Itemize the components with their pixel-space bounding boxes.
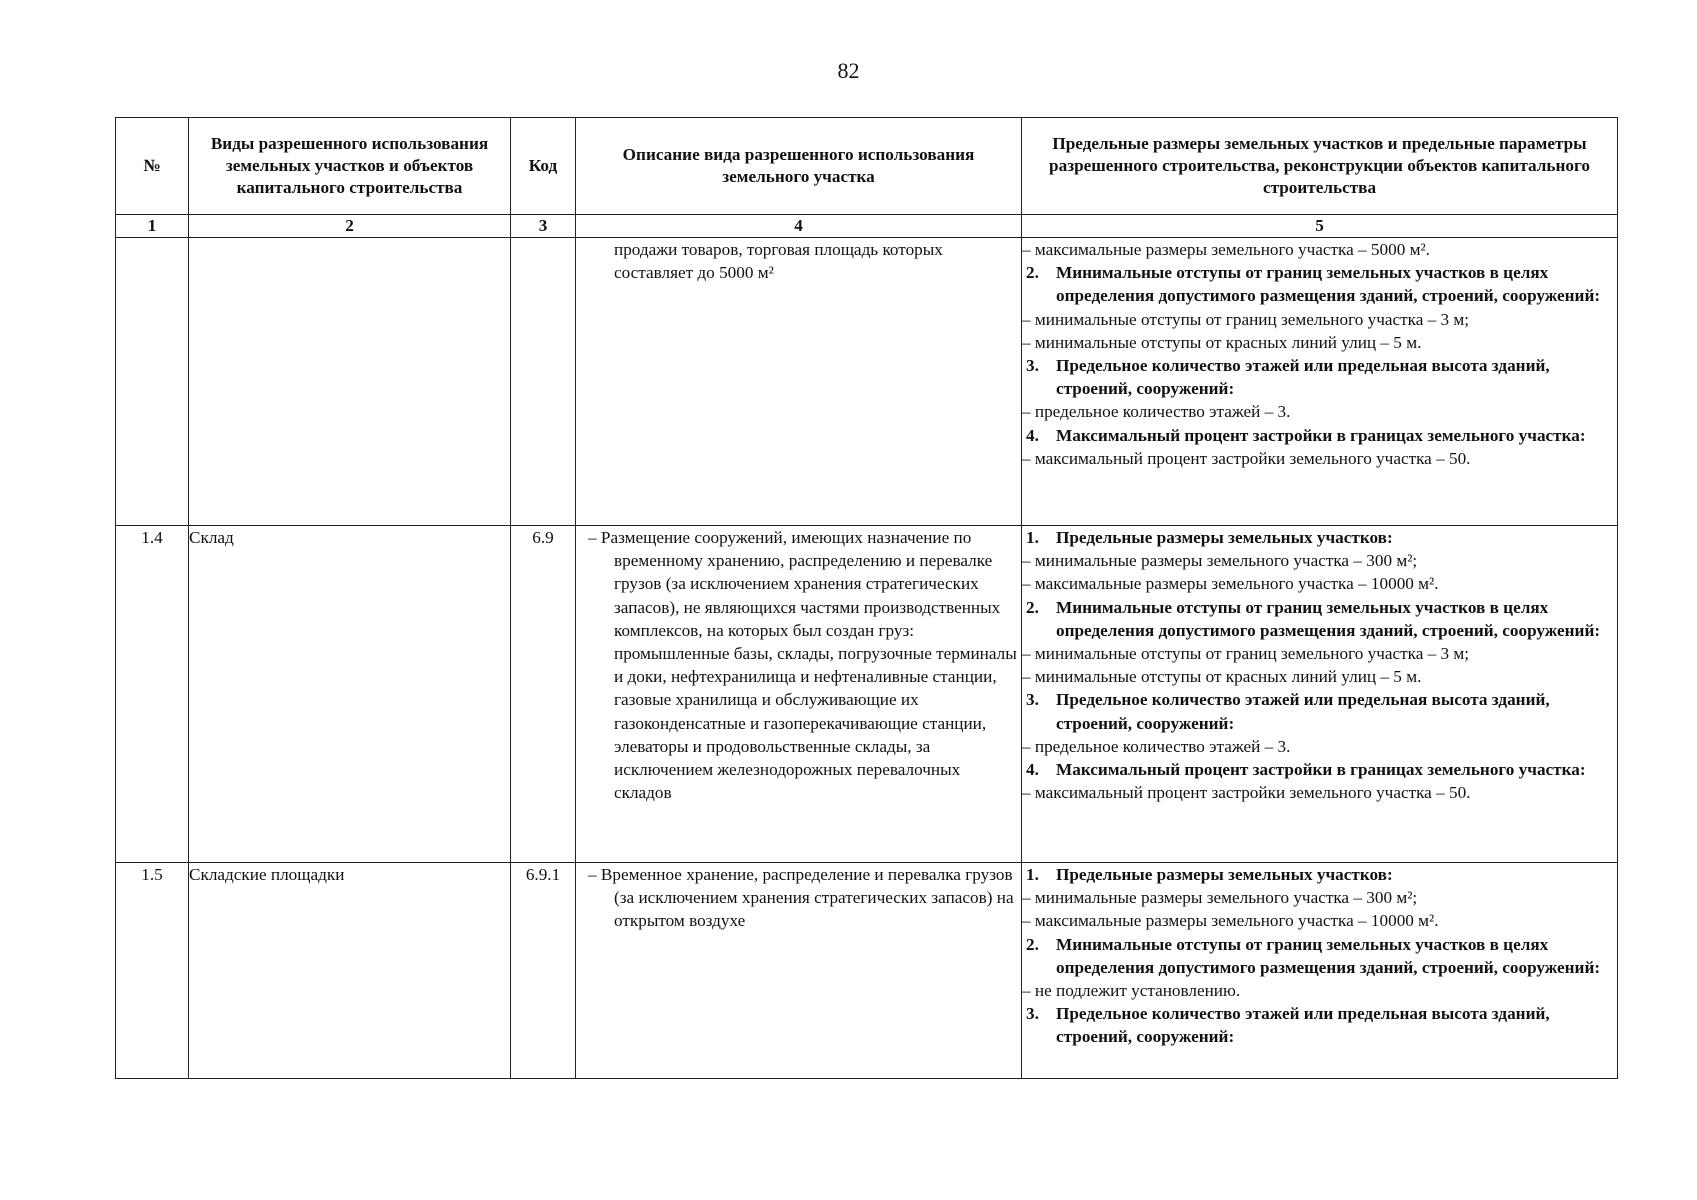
row-num: 1.5 [116,863,189,1079]
row-limits [1022,238,1618,526]
row-type: Складские площадки [189,863,511,1079]
limit-heading-text: Предельные размеры земельных участков: [1056,528,1393,547]
limit-value: – максимальные размеры земельного участка – 10000 м². [1022,911,1439,931]
limit-heading [1022,688,1617,734]
column-number-row [116,215,1618,238]
header-row [116,118,1618,215]
limit-value: – максимальные размеры земельного участка – 10000 м². [1022,574,1439,594]
column-number: 5 [1022,215,1618,238]
limit-heading-text: Предельное количество этажей или предельная высота зданий, строений, сооружений: [1056,1004,1550,1047]
limit-value: – минимальные размеры земельного участка – 300 м²; [1022,888,1418,908]
limit-number: 3. [1026,356,1039,376]
row-description [576,238,1022,526]
limit-value: – минимальные размеры земельного участка – 300 м²; [1022,551,1418,571]
description-line: составляет до 5000 м² [614,263,774,283]
limit-heading [1022,526,1617,549]
limit-heading-text: Предельное количество этажей или предельная высота зданий, строений, сооружений: [1056,356,1550,399]
limit-heading-text: Максимальный процент застройки в границах земельного участка: [1056,425,1586,445]
limit-value: – максимальные размеры земельного участка – 5000 м². [1022,240,1430,259]
limit-heading-text: Предельные размеры земельных участков: [1056,865,1393,884]
header-types: Виды разрешенного использования земельных участков и объектов капитального строительства [189,118,511,215]
limit-heading-text: Максимальный процент застройки в границах земельного участка: [1056,760,1586,780]
column-number: 4 [576,215,1022,238]
header-code: Код [511,118,576,215]
row-code: 6.9.1 [511,863,576,1079]
row-limits [1022,863,1618,1079]
limit-value: – минимальные отступы от границ земельного участка – 3 м; [1022,644,1470,664]
limit-value: – предельное количество этажей – 3. [1022,402,1291,422]
row-code: 6.9 [511,526,576,863]
column-number: 3 [511,215,576,238]
limit-value: – минимальные отступы от красных линий улиц – 5 м. [1022,332,1422,352]
limit-number: 1. [1026,865,1039,884]
limit-value: – минимальные отступы от границ земельного участка – 3 м; [1022,309,1470,329]
limit-heading [1022,596,1617,642]
row-description [576,863,1022,1079]
limit-number: 1. [1026,528,1039,547]
description-line: продажи товаров, торговая площадь которых [614,240,943,259]
limit-heading [1022,354,1617,400]
limit-heading [1022,933,1617,979]
limit-number: 2. [1026,934,1039,954]
limit-number: 4. [1026,425,1039,445]
row-num [116,238,189,526]
limit-heading [1022,424,1617,447]
limit-number: 4. [1026,760,1039,780]
limit-value: – максимальный процент застройки земельного участка – 50. [1022,448,1471,468]
row-num: 1.4 [116,526,189,863]
limit-heading-text: Минимальные отступы от границ земельных участков в целях определения допустимого размещения зданий, строений, сооружений: [1056,597,1601,640]
limit-heading [1022,261,1617,307]
limit-value: – максимальный процент застройки земельного участка – 50. [1022,783,1471,803]
limit-number: 3. [1026,690,1039,710]
description-text: – Временное хранение, распределение и перевалка грузов (за исключением хранения стратегических запасов) на открытом воздухе [588,865,1014,931]
row-limits [1022,526,1618,863]
row-code [511,238,576,526]
limit-heading-text: Минимальные отступы от границ земельных участков в целях определения допустимого размещения зданий, строений, сооружений: [1056,934,1601,977]
limit-heading-text: Минимальные отступы от границ земельных участков в целях определения допустимого размещения зданий, строений, сооружений: [1056,263,1601,306]
limit-value: – не подлежит установлению. [1022,981,1241,1001]
table-row [116,526,1618,863]
regulations-table [115,117,1618,1079]
row-type: Склад [189,526,511,863]
table-row [116,863,1618,1079]
column-number: 1 [116,215,189,238]
page-number: 82 [837,58,860,83]
row-description [576,526,1022,863]
header-description: Описание вида разрешенного использования земельного участка [576,118,1022,215]
limit-number: 3. [1026,1004,1039,1024]
limit-heading-text: Предельное количество этажей или предельная высота зданий, строений, сооружений: [1056,690,1550,733]
limit-value: – предельное количество этажей – 3. [1022,736,1291,756]
limit-number: 2. [1026,263,1039,283]
limit-number: 2. [1026,597,1039,617]
limit-value: – минимальные отступы от красных линий улиц – 5 м. [1022,667,1422,687]
header-limits: Предельные размеры земельных участков и предельные параметры разрешенного строительства, реконструкции объектов капитального строительства [1022,118,1618,215]
limit-heading [1022,1002,1617,1048]
row-type [189,238,511,526]
header-num: № [116,118,189,215]
limit-heading [1022,863,1617,886]
column-number: 2 [189,215,511,238]
table-row [116,238,1618,526]
description-text: – Размещение сооружений, имеющих назначение по временному хранению, распределению и перевалке грузов (за исключением хранения стратегических запасов), не являющихся частями производственных комплексов, на которых был создан груз: промышленные базы, склады, погрузочные терминалы и доки, нефтехранилища и нефтеналивные станции, газовые хранилища и обслуживающие их газоконденсатные и газоперекачивающие станции, элеваторы и продовольственные склады, за исключением железнодорожных перевалочных складов [588,528,1017,803]
limit-heading [1022,758,1617,781]
